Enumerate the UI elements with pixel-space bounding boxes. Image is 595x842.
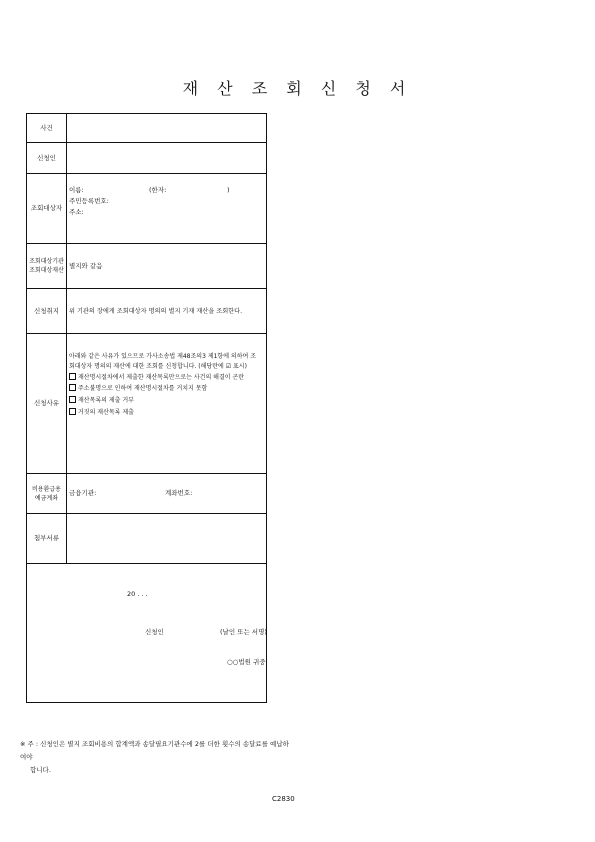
case-label: 사건: [27, 114, 67, 142]
case-field[interactable]: [67, 114, 266, 142]
reason-row: [27, 334, 266, 474]
reason-intro-line1: 아래와 같은 사유가 있으므로 가사소송법 제48조의3 제1항에 의하여 조: [69, 353, 257, 360]
signature-area: [27, 564, 266, 704]
refund-label-line1: 비용환급용: [32, 485, 61, 493]
reason-field: [67, 334, 266, 473]
institution-value: 별지와 같음: [69, 262, 103, 270]
hanja-close: ): [227, 186, 230, 194]
footnote-line1: ※ 주 : 신청인은 별지 조회비용의 합계액과 송달필요기관수에 2를 더한 횟수의 송달료를 예납하여야: [20, 740, 289, 761]
account-label: 계좌번호:: [165, 489, 193, 497]
institution-label-line1: 조회대상기관: [29, 258, 64, 265]
form-code: C2830: [272, 795, 295, 803]
refund-label: [27, 474, 67, 513]
date-line[interactable]: 20 . . .: [127, 590, 148, 598]
refund-field[interactable]: [67, 474, 266, 513]
checkbox-icon[interactable]: [69, 373, 76, 380]
purpose-row: [27, 289, 266, 334]
reason-intro-line2: 회대상자 명의의 재산에 대한 조회를 신청합니다. (해당란에 ☑ 표시): [69, 363, 247, 370]
case-row: [27, 114, 266, 143]
reason-option-1[interactable]: 재산명시절차에서 제출한 재산목록만으로는 사건의 해결이 곤란: [69, 373, 244, 383]
target-person-row: [27, 174, 266, 244]
applicant-field[interactable]: [67, 143, 266, 173]
attachments-row: [27, 514, 266, 564]
applicant-signature-label: 신청인: [145, 628, 164, 636]
court-name: ○○법원 귀중: [227, 658, 266, 666]
reason-option-2[interactable]: 주소불명으로 인하여 재산명시절차를 거치지 못함: [69, 384, 207, 394]
purpose-label: 신청취지: [27, 289, 67, 333]
institution-label-line2: 조회대상재산: [29, 267, 64, 274]
footnote-line2: 합니다.: [30, 766, 51, 774]
checkbox-icon[interactable]: [69, 408, 76, 415]
purpose-value: 위 기관의 장에게 조회대상자 명의의 별지 기재 재산을 조회한다.: [69, 308, 243, 315]
hanja-label: (한자:: [149, 186, 167, 194]
form-title: 재 산 조 회 신 청 서: [182, 79, 413, 98]
target-person-label: 조회대상자: [27, 174, 67, 243]
bank-label: 금융기관:: [69, 489, 97, 497]
application-form-table: [26, 113, 267, 703]
checkbox-icon[interactable]: [69, 396, 76, 403]
reason-label: 신청사유: [27, 334, 67, 473]
institution-field[interactable]: [67, 244, 266, 288]
reason-option-3[interactable]: 재산목록의 제출 거부: [69, 396, 134, 406]
applicant-label: 신청인: [27, 143, 67, 173]
refund-account-row: [27, 474, 266, 514]
institution-row: [27, 244, 266, 289]
name-label: 이름:: [69, 186, 84, 194]
institution-label: [27, 244, 67, 288]
checkbox-icon[interactable]: [69, 384, 76, 391]
attachments-label: 첨부서류: [27, 514, 67, 563]
address-label: 주소:: [69, 208, 84, 216]
footnote: [20, 738, 290, 777]
target-person-field[interactable]: [67, 174, 266, 243]
reason-option-4[interactable]: 거짓의 재산목록 제출: [69, 408, 134, 418]
refund-label-line2: 예금계좌: [34, 494, 59, 502]
attachments-field[interactable]: [67, 514, 266, 563]
applicant-row: [27, 143, 266, 174]
purpose-field: [67, 289, 266, 333]
seal-or-signature: (날인 또는 서명): [220, 628, 267, 636]
rrn-label: 주민등록번호:: [69, 197, 109, 205]
